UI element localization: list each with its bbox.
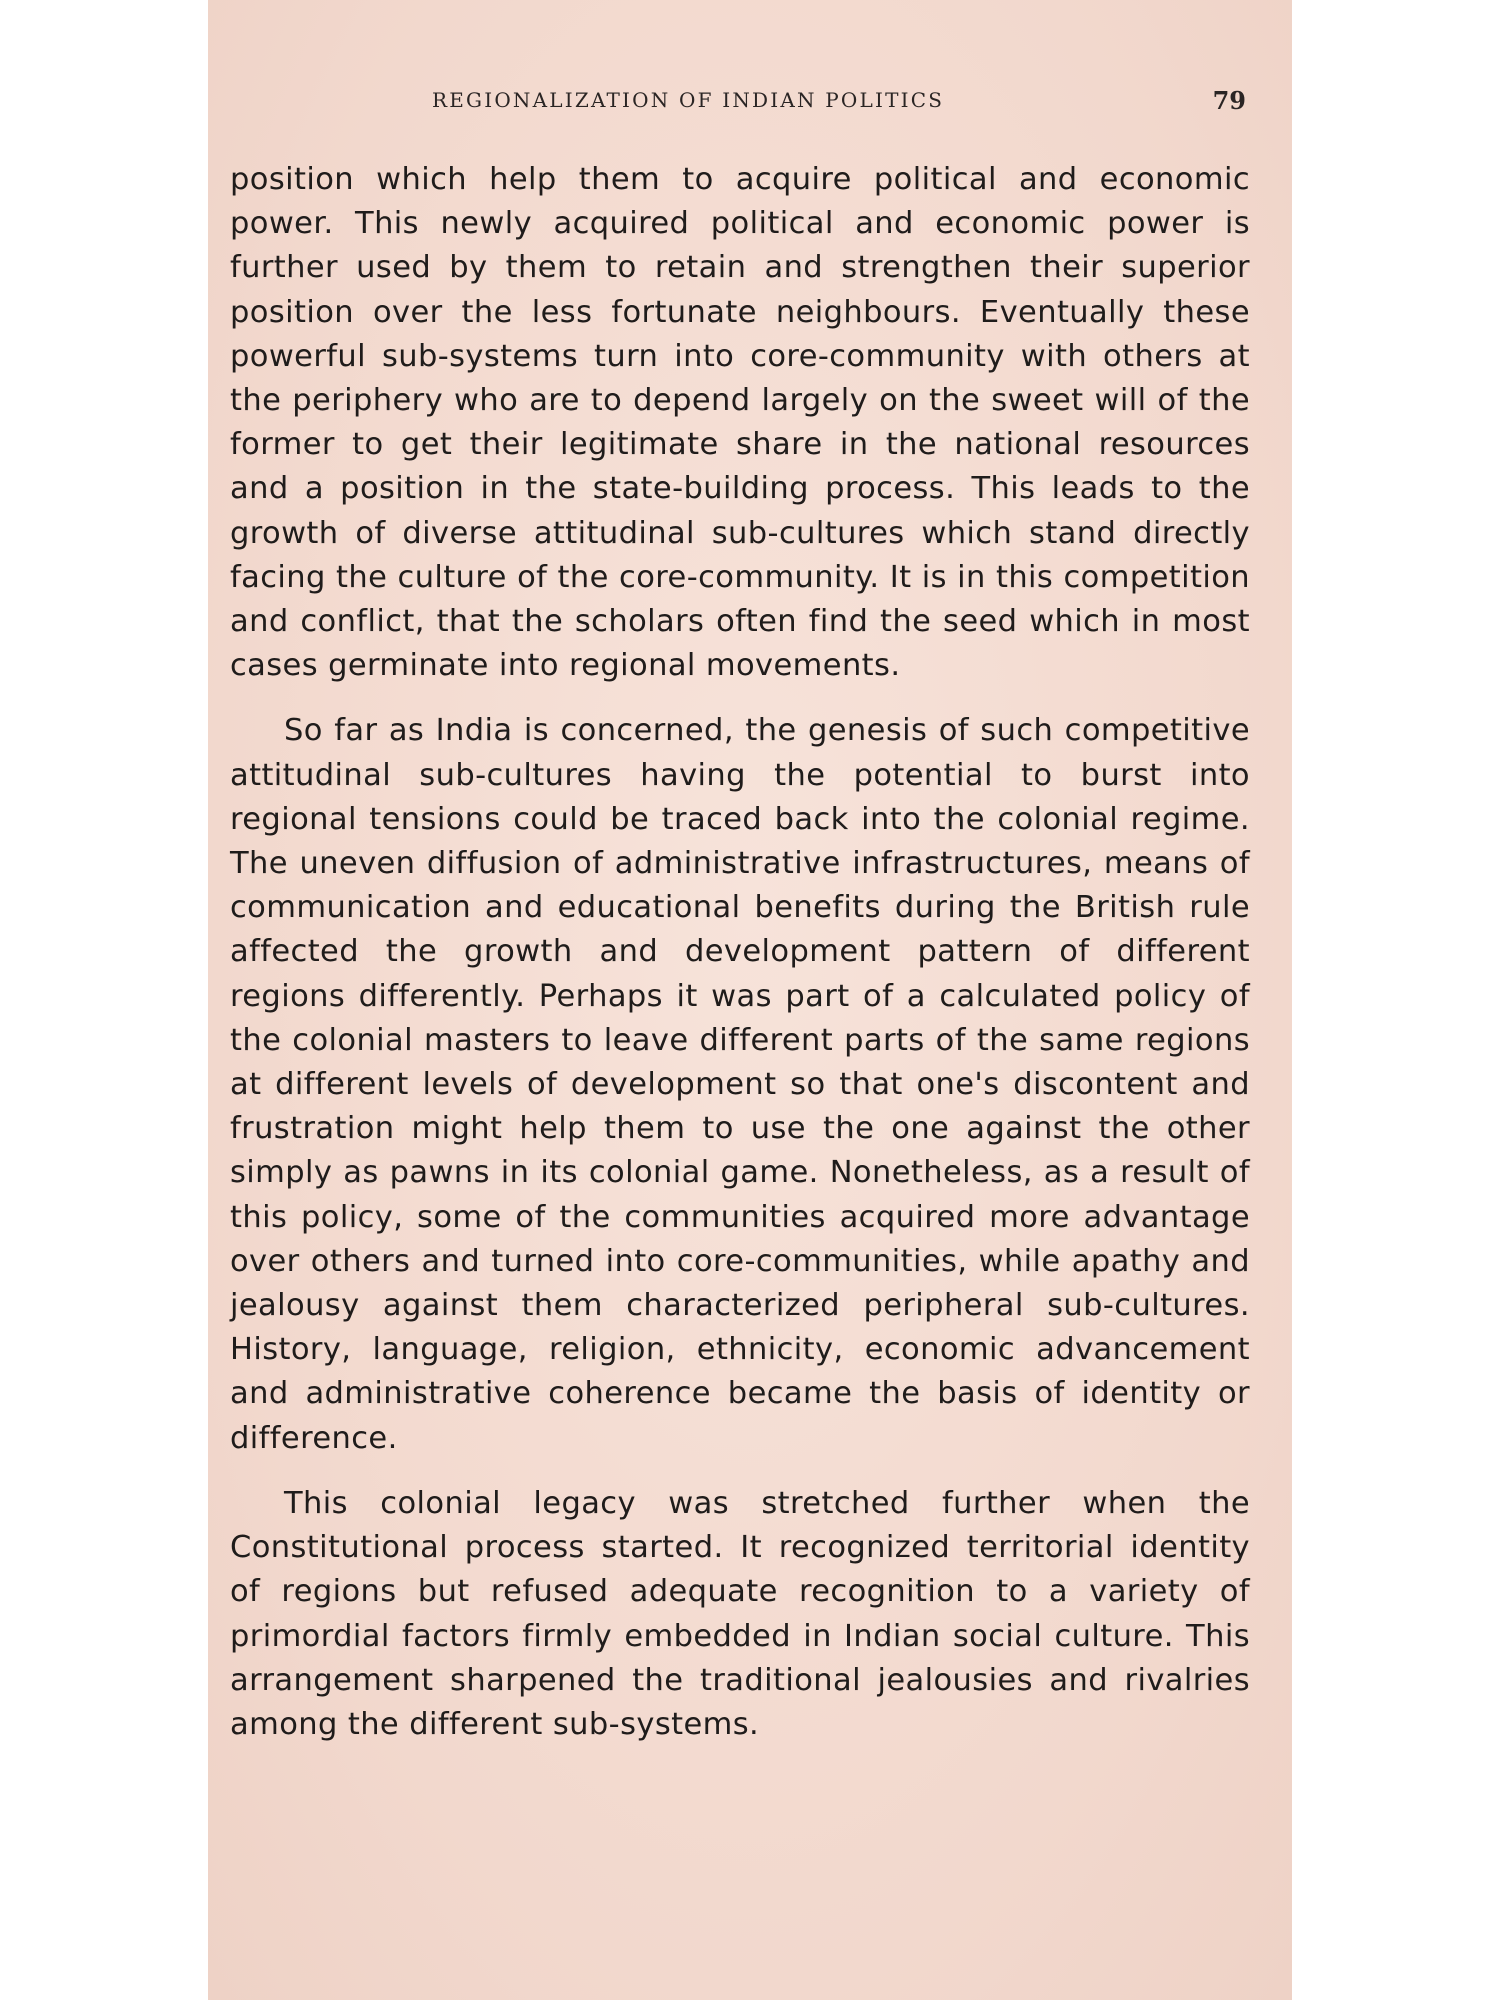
running-title: REGIONALIZATION OF INDIAN POLITICS [432, 88, 945, 112]
book-page [208, 0, 1292, 2000]
paragraph-1: position which help them to acquire political and economic power. This newly acquired political and economic power is further used by them to retain and strengthen their superior position over the less fortunate neighbours. Eventually these powerful sub-systems turn into core-community with others at the periphery who are to depend largely on the sweet will of the former to get their legitimate share in the national resources and a position in the state-building process. This leads to the growth of diverse attitudinal sub-cultures which stand directly facing the culture of the core-community. It is in this competition and conflict, that the scholars often find the seed which in most cases germinate into regional movements. [230, 162, 1250, 684]
paragraph-2: So far as India is concerned, the genesis of such competitive attitudinal sub-cultures having the potential to burst into regional tensions could be traced back into the colonial regime. The uneven diffusion of administrative infrastructures, means of communication and educational benefits during the British rule affected the growth and development pattern of different regions differently. Perhaps it was part of a calculated policy of the colonial masters to leave different parts of the same regions at different levels of development so that one's discontent and frustration might help them to use the one against the other simply as pawns in its colonial game. Nonetheless, as a result of this policy, some of the communities acquired more advantage over others and turned into core-communities, while apathy and jealousy against them characterized peripheral sub-cultures. History, language, religion, ethnicity, economic advancement and administrative coherence became the basis of identity or difference. [230, 713, 1250, 1456]
page-number: 79 [1212, 86, 1246, 115]
body-text [230, 158, 1250, 1747]
running-head [208, 88, 1292, 118]
paragraph-3: This colonial legacy was stretched further when the Constitutional process started. It recognized territorial identity of regions but refused adequate recognition to a variety of primordial factors firmly embedded in Indian social culture. This arrangement sharpened the traditional jealousies and rivalries among the different sub-systems. [230, 1485, 1250, 1742]
